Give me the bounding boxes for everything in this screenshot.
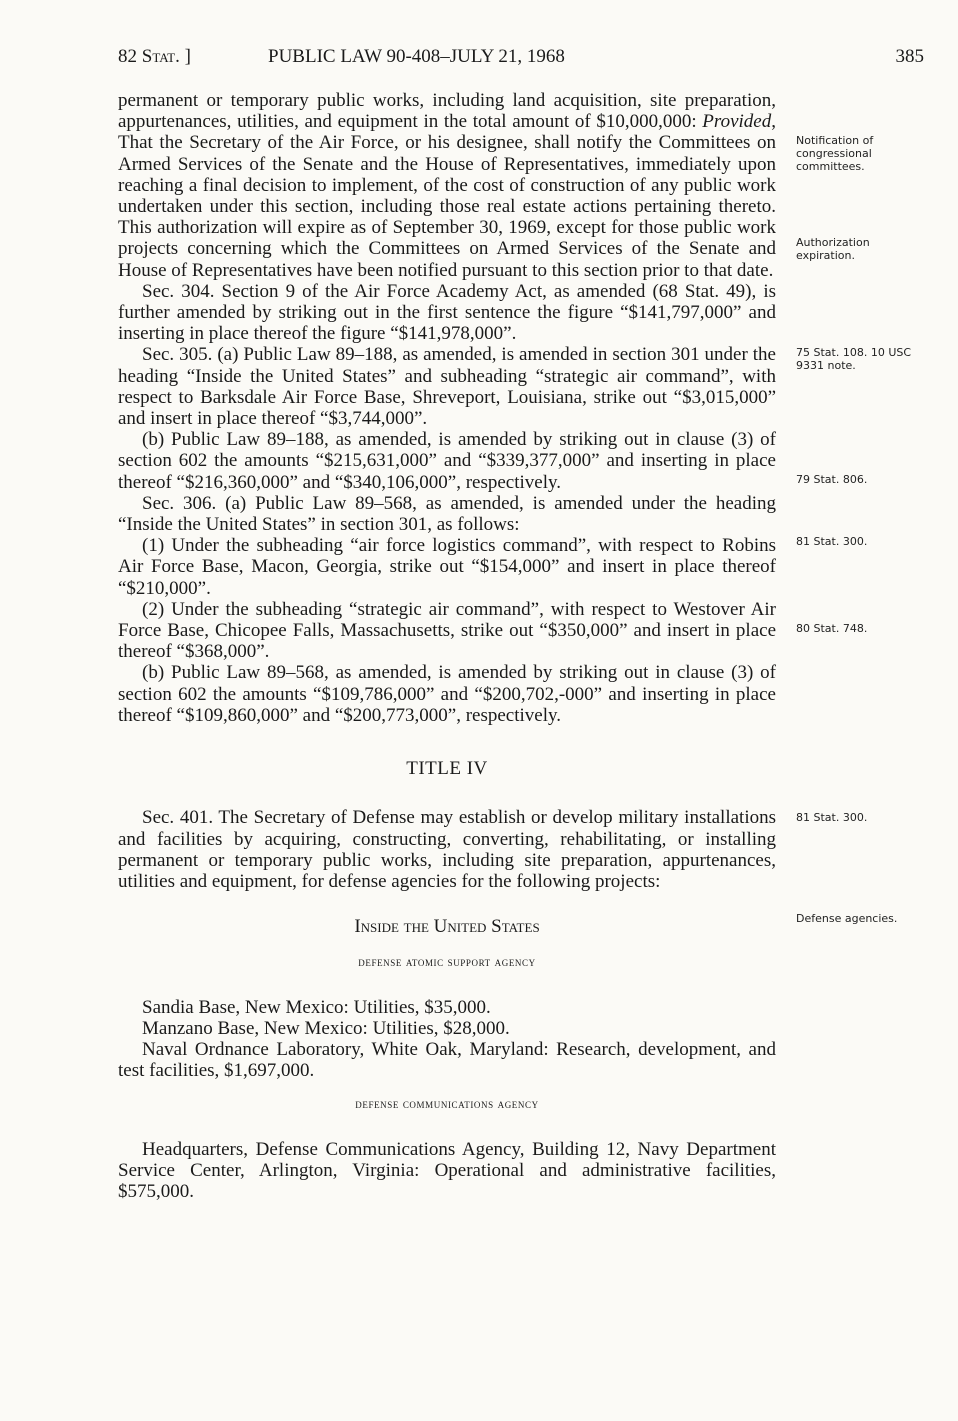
section-306b: (b) Public Law 89–568, as amended, is amended by striking out in clause (3) of section 602 the amounts “$109,786,000” and “$200,702,-000” and inserting in place thereof “$109,860,000” and “$200,773,000”, respectively. bbox=[118, 662, 776, 726]
hq-item: Headquarters, Defense Communications Agency, Building 12, Navy Department Service Center, Arlington, Virginia: Operational and administrative facilities, $575,000. bbox=[118, 1138, 776, 1202]
agency-heading-communications: defense communications agency bbox=[355, 1096, 539, 1112]
section-306a-1: (1) Under the subheading “air force logistics command”, with respect to Robins Air Force Base, Macon, Georgia, strike out “$154,000” and insert in place thereof “$210,000”. bbox=[118, 535, 776, 599]
section-304: Sec. 304. Section 9 of the Air Force Academy Act, as amended (68 Stat. 49), is further amended by striking out in the first sentence the figure “$141,797,000” and inserting in place thereof the figure “$141,978,000”. bbox=[118, 280, 776, 345]
inside-us-heading: Inside the United States bbox=[354, 916, 540, 938]
section-306a-2: (2) Under the subheading “strategic air command”, with respect to Westover Air Force Base, Chicopee Falls, Massachusetts, strike out “$350,000” and insert in place thereof “$368,000”. bbox=[118, 598, 776, 663]
page-header bbox=[118, 46, 924, 72]
title-iv-heading: TITLE IV bbox=[406, 758, 488, 780]
section-305b: (b) Public Law 89–188, as amended, is amended by striking out in clause (3) of section 602 the amounts “$215,631,000” and “$339,377,000” and inserting in place thereof “$216,360,000” and “$340,106,000”, respectively. bbox=[118, 429, 776, 493]
margin-note-notification: Notification of congressional committees. bbox=[796, 134, 874, 173]
margin-note-authorization: Authorization expiration. bbox=[796, 236, 870, 262]
main-text bbox=[118, 90, 776, 1202]
section-305a: Sec. 305. (a) Public Law 89–188, as amended, is amended in section 301 under the heading “Inside the United States” and subheading “strategic air command”, with respect to Barksdale Air Force Base, Shreveport, Louisiana, strike out “$3,015,000” and insert in place thereof “$3,744,000”. bbox=[118, 344, 776, 430]
paragraph-continuation: permanent or temporary public works, including land acquisition, site preparation, appurtenances, utilities, and equipment in the total amount of $10,000,000: Provided, That the Secretary of the Air Force, or his designee, shall notify the Committees on Armed Services of the Senate and the House of Representatives, immediately upon reaching a final decision to implement, of the cost of construction of any public work undertaken under this section, including those real estate actions pertaining thereto. This authorization will expire as of September 30, 1969, except for those public work projects concerning which the Committees on Armed Services of the Senate and House of Representatives have been notified pursuant to this section prior to that date. bbox=[118, 90, 776, 281]
page-number: 385 bbox=[895, 46, 924, 67]
law-title: PUBLIC LAW 90-408–JULY 21, 1968 bbox=[268, 46, 565, 67]
section-401: Sec. 401. The Secretary of Defense may establish or develop military installations and facilities by acquiring, constructing, converting, rehabilitating, or installing permanent or temporary public works, including site preparation, appurtenances, utilities and equipment, for defense agencies for the following projects: bbox=[118, 807, 776, 892]
margin-note-defense: Defense agencies. bbox=[796, 912, 898, 925]
naval-item: Naval Ordnance Laboratory, White Oak, Maryland: Research, development, and test facilities, $1,697,000. bbox=[118, 1038, 776, 1082]
provided-italic: Provided bbox=[702, 111, 772, 133]
margin-note-stat300b: 81 Stat. 300. bbox=[796, 811, 868, 824]
margin-note-stat300a: 81 Stat. 300. bbox=[796, 535, 868, 548]
manzano-item: Manzano Base, New Mexico: Utilities, $28,000. bbox=[142, 1017, 510, 1039]
margin-note-stat108: 75 Stat. 108. 10 USC 9331 note. bbox=[796, 346, 912, 372]
margin-note-stat748: 80 Stat. 748. bbox=[796, 622, 868, 635]
section-306a: Sec. 306. (a) Public Law 89–568, as amended, is amended under the heading “Inside the United States” in section 301, as follows: bbox=[118, 492, 776, 536]
margin-note-stat806: 79 Stat. 806. bbox=[796, 473, 868, 486]
agency-heading-atomic: defense atomic support agency bbox=[358, 954, 536, 970]
sandia-item: Sandia Base, New Mexico: Utilities, $35,000. bbox=[142, 996, 491, 1018]
stat-reference: 82 Stat. ] bbox=[118, 46, 191, 67]
